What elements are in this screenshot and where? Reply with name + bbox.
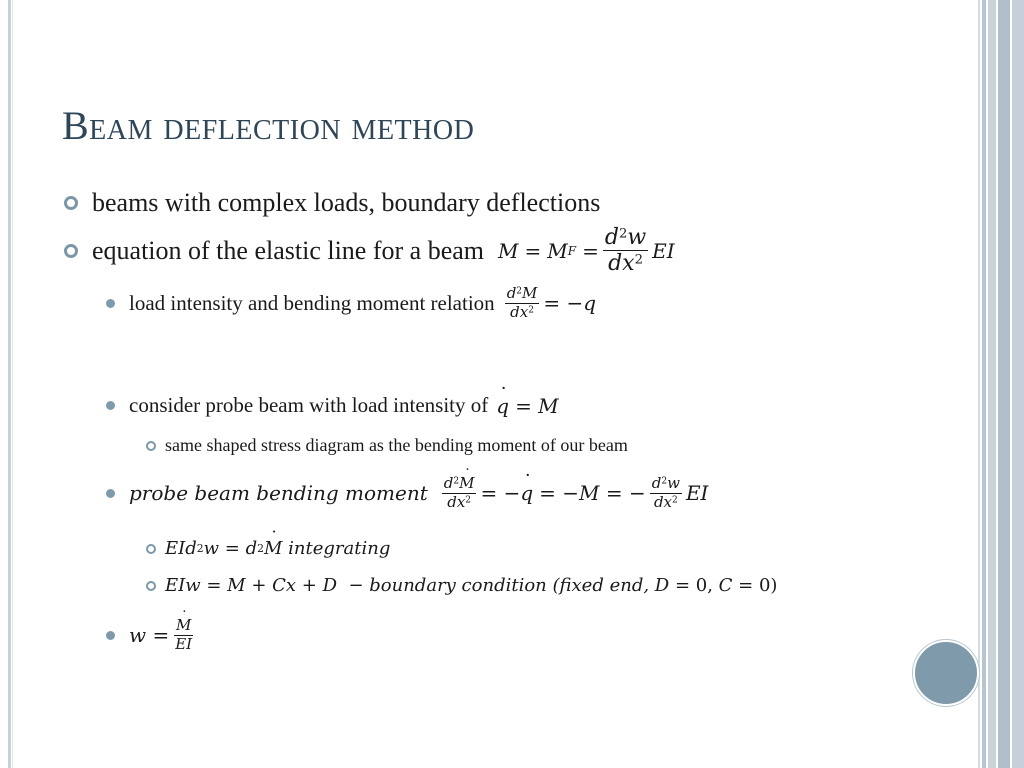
math-symbol: w = — [129, 623, 170, 648]
math-fraction — [173, 618, 194, 653]
stripe — [998, 0, 1010, 768]
math-fraction — [442, 476, 477, 511]
bullet-level2 — [106, 286, 596, 321]
math-symbol: w — [627, 225, 647, 250]
math-symbol: M ˙ — [459, 476, 474, 492]
math-symbol: EI — [175, 634, 193, 653]
deflection-result — [129, 618, 198, 653]
ring-bullet-icon — [146, 441, 156, 451]
math-text: fixed end, D — [559, 575, 670, 596]
math-superscript: 2 — [528, 305, 534, 316]
math-superscript: 2 — [672, 495, 678, 506]
bullet-level2 — [106, 393, 559, 418]
math-superscript: 2 — [618, 226, 628, 242]
math-symbol: = −M = − — [539, 481, 646, 506]
math-symbol: q ˙ — [520, 481, 533, 505]
math-fraction — [505, 286, 540, 321]
math-symbol: w — [667, 474, 680, 492]
left-border-inner-decoration — [12, 0, 13, 768]
bullet-level3 — [146, 575, 777, 596]
bullet-level3 — [146, 435, 628, 456]
math-symbol: dx — [608, 251, 635, 277]
bullet-level3 — [146, 538, 390, 559]
math-superscript: 2 — [453, 476, 460, 487]
math-symbol: q ˙ — [496, 394, 509, 418]
bullet-level1 — [64, 226, 675, 275]
left-border-decoration — [8, 0, 11, 768]
math-symbol: = — [524, 238, 542, 263]
math-symbol: d — [604, 225, 619, 250]
right-stripe-decoration — [978, 0, 1024, 768]
math-symbol: w = d — [203, 538, 258, 559]
math-symbol: EI — [685, 481, 709, 506]
math-symbol: M ˙ — [176, 618, 191, 634]
probe-bending-moment-equation — [129, 476, 708, 511]
bullet-text: load intensity and bending moment relation — [129, 290, 495, 315]
math-text: EIw = M + Cx + D − boundary condition ( — [165, 575, 560, 596]
math-superscript: 2 — [634, 252, 643, 268]
bullet-text: probe beam bending moment — [129, 481, 428, 506]
bullet-text: beams with complex loads, boundary deflections — [92, 188, 601, 217]
bullet-text: same shaped stress diagram as the bending moment of our beam — [165, 435, 628, 455]
math-symbol: = − — [480, 481, 521, 506]
math-text: = 0) — [732, 575, 778, 596]
math-text: integrating — [282, 538, 391, 559]
math-superscript: 2 — [516, 286, 523, 297]
math-symbol: M — [498, 238, 519, 263]
load-moment-relation — [501, 286, 596, 321]
math-symbol: M ˙ — [264, 538, 282, 559]
math-symbol: d — [506, 284, 517, 302]
math-symbol: = M — [515, 393, 559, 418]
ring-bullet-icon — [146, 581, 156, 591]
stripe — [982, 0, 986, 768]
boundary-condition-equation — [165, 575, 777, 596]
math-symbol: dx — [653, 492, 673, 511]
ring-bullet-icon — [64, 244, 78, 258]
ring-bullet-icon — [146, 544, 156, 554]
math-symbol: C — [718, 575, 733, 596]
slide-title: Beam deflection method — [62, 103, 475, 148]
math-superscript: 2 — [465, 495, 472, 506]
math-symbol: d — [651, 474, 662, 492]
math-text: = 0, — [669, 575, 719, 596]
dot-bullet-icon — [106, 401, 115, 410]
bullet-level2 — [106, 476, 708, 511]
math-symbol: = — [582, 238, 599, 263]
probe-load-intensity — [496, 394, 558, 418]
stripe — [988, 0, 996, 768]
stripe — [978, 0, 980, 768]
bullet-level2 — [106, 618, 198, 653]
math-symbol: EId — [165, 538, 197, 559]
math-symbol: dx — [447, 492, 466, 511]
elastic-line-equation — [498, 226, 675, 275]
math-fraction — [650, 476, 682, 511]
dot-bullet-icon — [106, 631, 115, 640]
math-symbol: dx — [510, 302, 529, 321]
dot-bullet-icon — [106, 489, 115, 498]
bullet-text: consider probe beam with load intensity of — [129, 393, 489, 417]
ring-bullet-icon — [64, 196, 78, 210]
math-fraction — [603, 226, 648, 275]
math-symbol: M — [522, 284, 538, 302]
math-symbol: d — [443, 474, 454, 492]
math-symbol: EI — [652, 238, 675, 263]
bullet-text: equation of the elastic line for a beam — [92, 235, 485, 265]
math-subscript: F — [567, 243, 577, 258]
math-superscript: 2 — [661, 476, 668, 487]
math-superscript: 2 — [196, 542, 204, 555]
decorative-circle — [913, 640, 979, 706]
math-symbol: = −q — [543, 291, 597, 316]
bullet-level1 — [64, 188, 600, 218]
integration-equation — [165, 538, 390, 559]
dot-bullet-icon — [106, 299, 115, 308]
stripe — [1012, 0, 1024, 768]
math-superscript: 2 — [257, 542, 264, 555]
math-symbol: M — [547, 238, 568, 263]
